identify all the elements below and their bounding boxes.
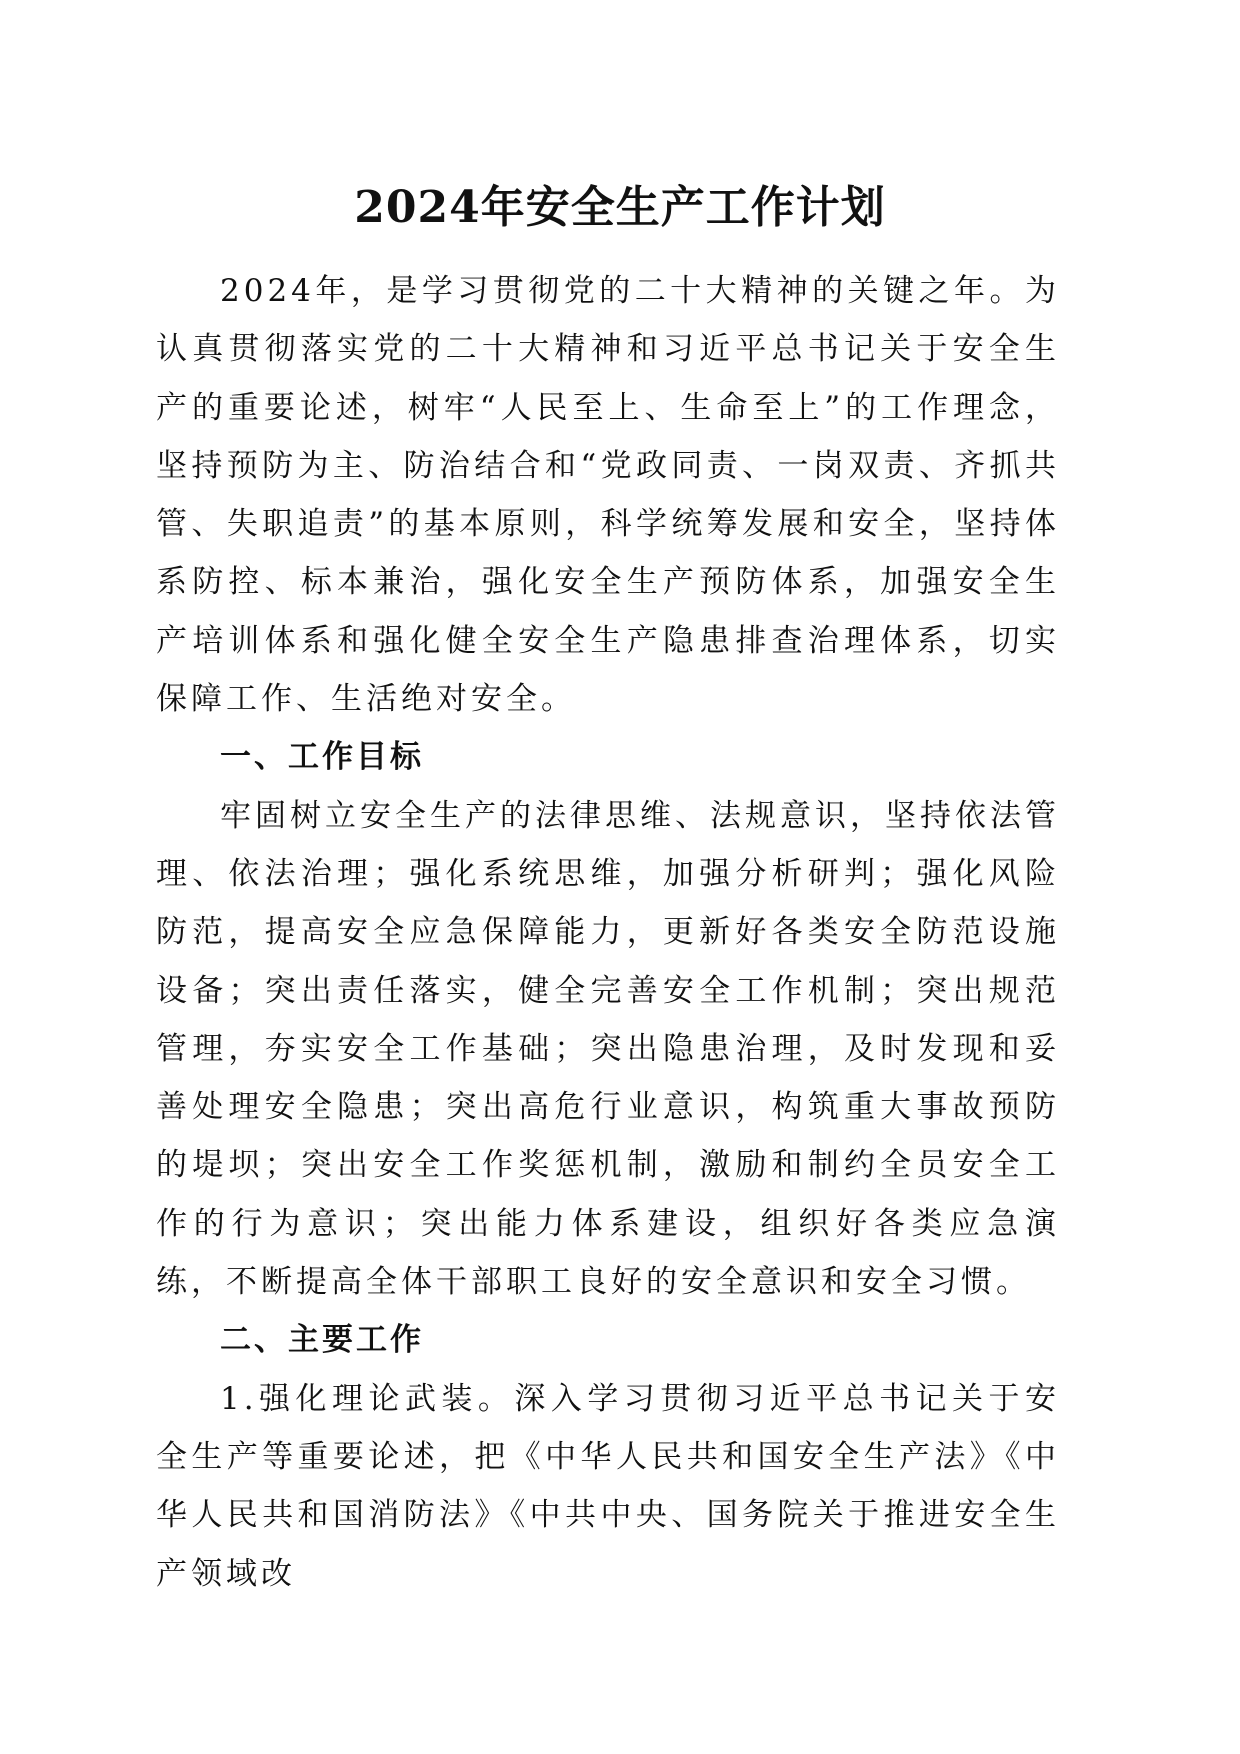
document-title: 2024年安全生产工作计划 bbox=[354, 182, 886, 233]
section-heading-main-work: 二、主要工作 bbox=[220, 1322, 424, 1359]
section-heading-goals: 一、工作目标 bbox=[220, 739, 424, 776]
main-work-item-1: 1.强化理论武装。深入学习贯彻习近平总书记关于安全生产等重要论述，把《中华人民共和国安全生产法》《中华人民共和国消防法》《中共中央、国务院关于推进安全生产领域改 bbox=[156, 1380, 1060, 1592]
intro-paragraph: 2024年，是学习贯彻党的二十大精神的关键之年。为认真贯彻落实党的二十大精神和习近平总书记关于安全生产的重要论述，树牢“人民至上、生命至上”的工作理念，坚持预防为主、防治结合和“党政同责、一岗双责、齐抓共管、失职追责”的基本原则，科学统筹发展和安全，坚持体系防控、标本兼治，强化安全生产预防体系，加强安全生产培训体系和强化健全安全生产隐患排查治理体系，切实保障工作、生活绝对安全。 bbox=[156, 273, 1060, 718]
document-body bbox=[156, 262, 1060, 1603]
goals-paragraph: 牢固树立安全生产的法律思维、法规意识，坚持依法管理、依法治理；强化系统思维，加强分析研判；强化风险防范，提高安全应急保障能力，更新好各类安全防范设施设备；突出责任落实，健全完善安全工作机制；突出规范管理，夯实安全工作基础；突出隐患治理，及时发现和妥善处理安全隐患；突出高危行业意识，构筑重大事故预防的堤坝；突出安全工作奖惩机制，激励和制约全员安全工作的行为意识；突出能力体系建设，组织好各类应急演练，不断提高全体干部职工良好的安全意识和安全习惯。 bbox=[156, 797, 1060, 1301]
